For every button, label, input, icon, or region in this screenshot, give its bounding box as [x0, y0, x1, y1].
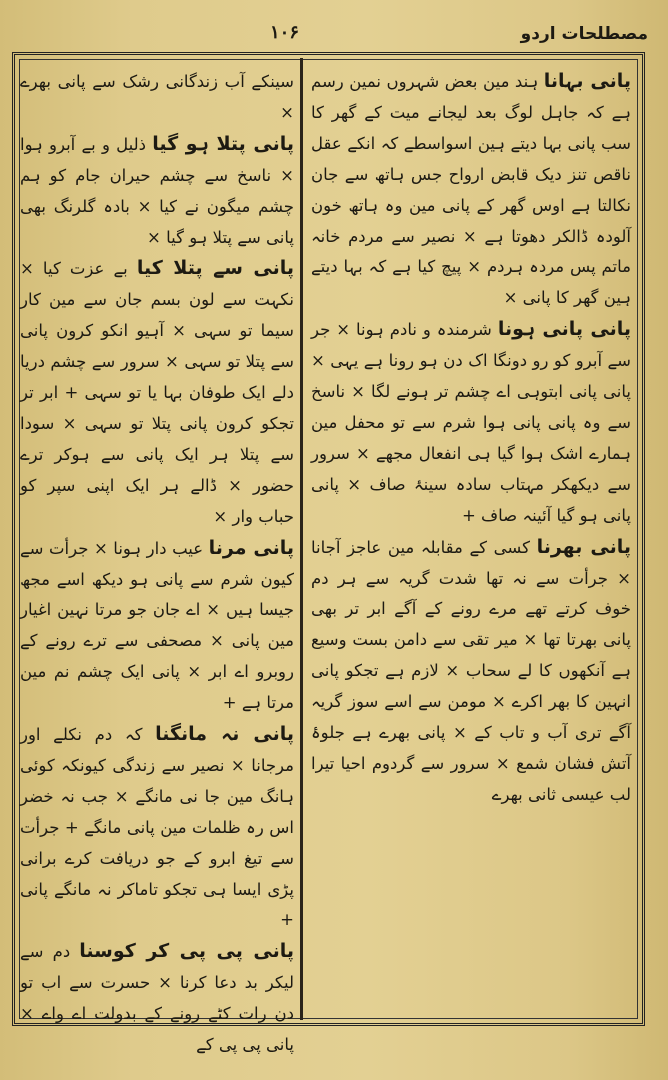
column-divider [300, 58, 303, 1020]
entry-pani-patla-ho-gaya [20, 129, 294, 254]
entry-text: ذلیل و بے آبرو ہوا × ناسخ سے چشم حیران جام کو ہم چشم میگون نے کیا × بادہ گلرنگ بھی پانی سے پتلا ہو گیا × [20, 134, 294, 247]
entry-headword: پانی پی پی کر کوسنا [79, 940, 294, 963]
entry-headword: پانی سے پتلا کیا [136, 257, 294, 280]
entry-headword: پانی پتلا ہو گیا [152, 132, 294, 155]
entry-headword: پانی بہانا [543, 70, 631, 92]
entry-text: کہ دم نکلے اور مرجانا × نصیر سے زندگی کیونکہ کوئی ہانگ مین جا نی مانگے × جب نہ خضر اس رہ ظلمات مین پانی مانگے + جرأت سے تیغ ابرو کے جو دریافت کرے برانی پڑی ایسا ہی تجکو تاماکر نہ مانگے پانی + [20, 725, 294, 930]
entry-pani-bharna [311, 532, 631, 811]
entry-continuation [20, 66, 294, 129]
entry-text: ہند مین بعض شہروں نمین رسم ہے کہ جاہل لوگ بعد لیجانے میت کے گھر کا سب پانی بہا دیتے ہین اسواسطے کہ انکے عقل ناقص تنز دیک قابض ارواح جس ہاتھ سے جان نکالتا ہے اوس گھر کے پانی مین وہ ہاتھ خون آلودہ ڈالکر دھوتا ہے × نصیر سے مردم خانہ ماتم پس مردہ ہردم × پیچ کیا ہے کہ بہا دیتے ہین گھر کا پانی × [311, 72, 631, 308]
entry-text: شرمندہ و نادم ہونا × جر سے آبرو کو رو دونگا اک دن ہو رونا ہے یہی × پانی پانی ابتوہی اے چشم تر ہونے لگا × ناسخ سے وہ پانی پانی ہوا شرم سے تو محفل مین ہمارے اشک ہوا گیا ہی انفعال مجھے × سرور سے دیکھکر مہتاب سادہ سینۂ صاف × پانی پانی ہو گیا آئینہ صاف + [311, 320, 631, 525]
entry-text: کسی کے مقابلہ مین عاجز آجانا × جرأت سے نہ تھا شدت گریہ سے ہر دم خوف کرتے تھے مرے رونے کے آگے ابر تر بھی پانی بھرتا تھا × میر تقی سے دامن بست وسیع ہے آنکھوں کا لے سحاب × لازم ہے تجکو پانی انہین کا بھر اکرے × مومن سے اسے سوز گریہ آگے تری آب و تاب کے × پانی بھرے ہے جلوۂ آتش فشان شمع × سرور سے گردوم احیا تیرا لب عیسی ثانی بھرے [311, 537, 631, 804]
entry-headword: پانی مرنا [208, 536, 294, 559]
entry-headword: پانی نہ مانگنا [155, 723, 294, 746]
left-column [20, 66, 294, 1055]
entry-pani-bahana [311, 66, 631, 314]
entry-text: بے عزت کیا × نکہت سے لون بسم جان سے مین کار سیما تو سہی × آہیو انکو کرون پانی سے پتلا تو سہی × سرور سے چشم دریا دلے ایک طوفان بہا یا تو سہی + ابر تر تجکو کرون پانی پتلا تو سہی × سودا سے پتلا ہر ایک پانی سے ہوکر ترے حضور × ڈالے ہر ایک اپنی سپر کو حباب وار × [20, 259, 294, 526]
entry-text: دم سے لیکر بد دعا کرنا × حسرت سے اب تو دن رات کٹے رونے کے بدولت اے واے × پانی پی پی کے [20, 942, 294, 1055]
entry-text: سینکے آب زندگانی رشک سے پانی بھرے × [20, 72, 294, 122]
entry-pani-pani-hona [311, 314, 631, 531]
entry-text: عیب دار ہونا × جرأت سے کیون شرم سے پانی ہو دیکھ اسے مجھ جیسا ہیں × اے جان جو مرتا نہین اغیار مین پانی × مصحفی سے ترے رونے کے روبرو اے ابر × پانی ایک چشم نم مین مرتا ہے + [20, 538, 294, 713]
entry-headword: پانی پانی ہونا [497, 318, 631, 341]
entry-pani-marna [20, 533, 294, 719]
right-column [311, 66, 631, 1014]
running-title: مصطلحات اردو [520, 24, 648, 44]
entry-headword: پانی بھرنا [536, 535, 631, 558]
entry-pani-pi-pi-kar-kosna [20, 936, 294, 1061]
entry-pani-na-mangna [20, 719, 294, 936]
page-header [0, 22, 668, 56]
entry-pani-se-patla-kiya [20, 253, 294, 532]
page-number: ۱۰۶ [270, 22, 300, 43]
